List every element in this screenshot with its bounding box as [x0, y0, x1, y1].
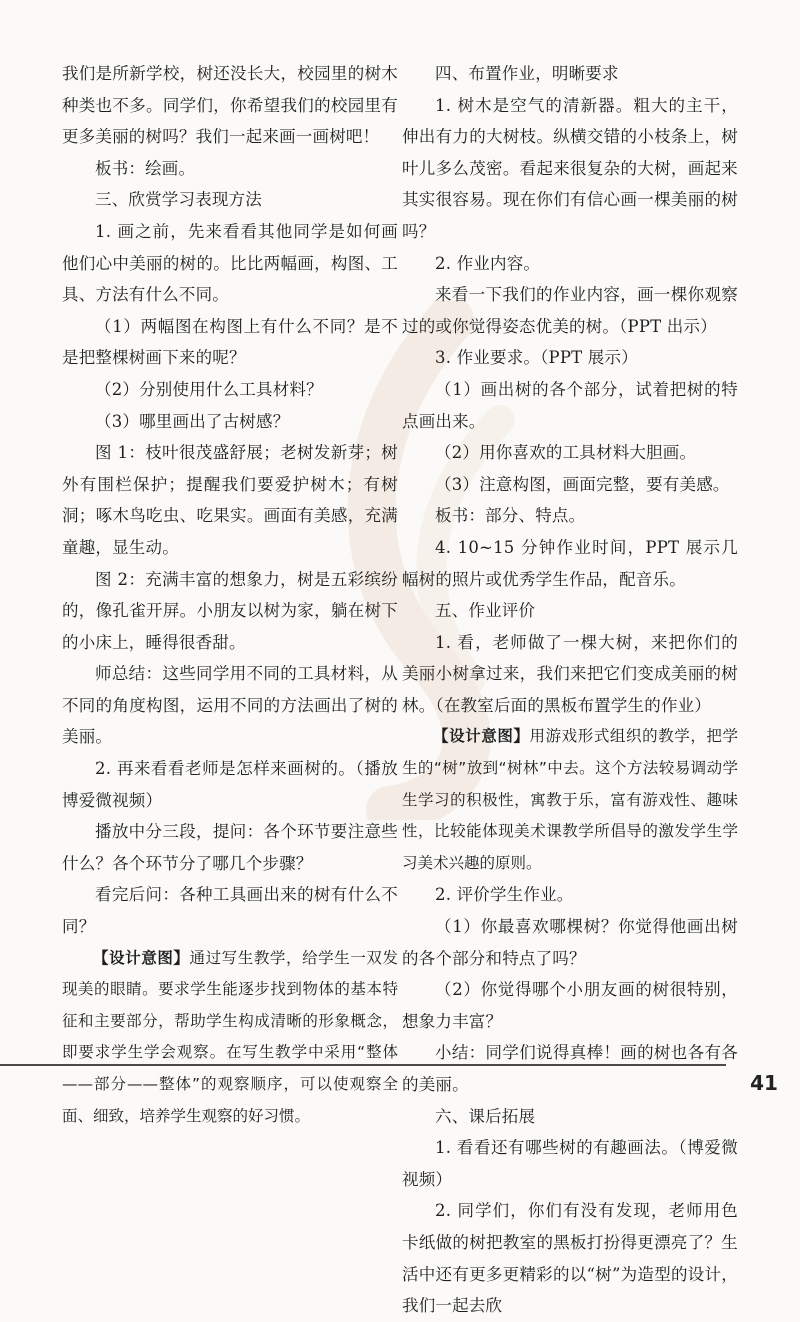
paragraph: 板书：绘画。	[95, 158, 196, 178]
paragraph: 板书：部分、特点。	[435, 506, 586, 526]
paragraph: 4. 10~15 分钟作业时间，PPT 展示几幅树的照片或优秀学生作品，配音乐。	[402, 537, 738, 589]
paragraph: 1. 看，老师做了一棵大树，来把你们的美丽小树拿过来，我们来把它们变成美丽的树林。（在教室后面的黑板布置学生的作业）	[402, 632, 738, 715]
paragraph: 六、课后拓展	[435, 1106, 536, 1126]
design-intent-text: 通过写生教学，给学生一双发现美的眼睛。要求学生能逐步找到物体的基本特征和主要部分，帮助学生构成清晰的形象概念，即要求学生学会观察。在写生教学中采用“整体——部分——整体”的观察顺序，可以使观察全面、细致，培养学生观察的好习惯。	[62, 948, 398, 1125]
right-column	[402, 58, 738, 1322]
page-number: 41	[750, 1071, 778, 1095]
paragraph: 我们是所新学校，树还没长大，校园里的树木种类也不多。同学们，你希望我们的校园里有更多美丽的树吗？我们一起来画一画树吧！	[62, 64, 398, 147]
paragraph: （1）两幅图在构图上有什么不同？是不是把整棵树画下来的呢？	[62, 316, 398, 368]
design-intent-note	[62, 943, 398, 1133]
paragraph: （3）哪里画出了古树感？	[95, 411, 290, 431]
paragraph: 看完后问：各种工具画出来的树有什么不同？	[62, 885, 398, 937]
design-intent-tag: 【设计意图】	[433, 727, 530, 746]
paragraph: 2. 同学们，你们有没有发现，老师用色卡纸做的树把教室的黑板打扮得更漂亮了？生活中还有更多更精彩的以“树”为造型的设计，我们一起去欣	[402, 1201, 738, 1316]
paragraph: 2. 再来看看老师是怎样来画树的。（播放博爱微视频）	[62, 759, 398, 810]
design-intent-text: 用游戏形式组织的教学，把学生的“树”放到“树林”中去。这个方法较易调动学生学习的积极性，寓教于乐，富有游戏性、趣味性，比较能体现美术课教学所倡导的激发学生学习美术兴趣的原则。	[402, 727, 738, 872]
paragraph: 图 1：枝叶很茂盛舒展；老树发新芽；树外有围栏保护；提醒我们要爱护树木；有树洞；啄木鸟吃虫、吃果实。画面有美感，充满童趣，显生动。	[62, 443, 398, 557]
paragraph: （1）你最喜欢哪棵树？你觉得他画出树的各个部分和特点了吗？	[402, 917, 738, 968]
design-intent-note	[402, 721, 738, 879]
paragraph: （3）注意构图，画面完整，要有美感。	[435, 474, 730, 494]
footer-rule	[0, 1064, 726, 1066]
paragraph: 2. 评价学生作业。	[435, 885, 574, 905]
left-column	[62, 58, 398, 1132]
paragraph: 来看一下我们的作业内容，画一棵你观察过的或你觉得姿态优美的树。（PPT 出示）	[402, 285, 738, 336]
paragraph: 1. 看看还有哪些树的有趣画法。（博爱微视频）	[402, 1138, 738, 1189]
paragraph: 图 2：充满丰富的想象力，树是五彩缤纷的，像孔雀开屏。小朋友以树为家，躺在树下的小床上，睡得很香甜。	[62, 569, 398, 652]
paragraph: （2）用你喜欢的工具材料大胆画。	[435, 443, 697, 463]
paragraph: （1）画出树的各个部分，试着把树的特点画出来。	[402, 379, 738, 431]
design-intent-tag: 【设计意图】	[93, 948, 190, 967]
paragraph: 三、欣赏学习表现方法	[95, 190, 262, 210]
paragraph: 1. 树木是空气的清新器。粗大的主干，伸出有力的大树枝。纵横交错的小枝条上，树叶儿多么茂密。看起来很复杂的大树，画起来其实很容易。现在你们有信心画一棵美丽的树吗？	[402, 95, 738, 241]
paragraph: （2）你觉得哪个小朋友画的树很特别，想象力丰富？	[402, 980, 738, 1031]
paragraph: 小结：同学们说得真棒！画的树也各有各的美丽。	[402, 1043, 738, 1094]
paragraph: 2. 作业内容。	[435, 253, 541, 273]
paragraph: 四、布置作业，明晰要求	[435, 64, 619, 83]
paragraph: 3. 作业要求。（PPT 展示）	[435, 348, 638, 368]
paragraph: 师总结：这些同学用不同的工具材料，从不同的角度构图，运用不同的方法画出了树的美丽。	[62, 664, 398, 747]
paragraph: （2）分别使用什么工具材料？	[95, 379, 323, 399]
paragraph: 播放中分三段，提问：各个环节要注意些什么？各个环节分了哪几个步骤？	[62, 822, 398, 873]
paragraph: 1. 画之前，先来看看其他同学是如何画他们心中美丽的树的。比比两幅画，构图、工具、方法有什么不同。	[62, 221, 398, 305]
paragraph: 五、作业评价	[435, 601, 536, 621]
